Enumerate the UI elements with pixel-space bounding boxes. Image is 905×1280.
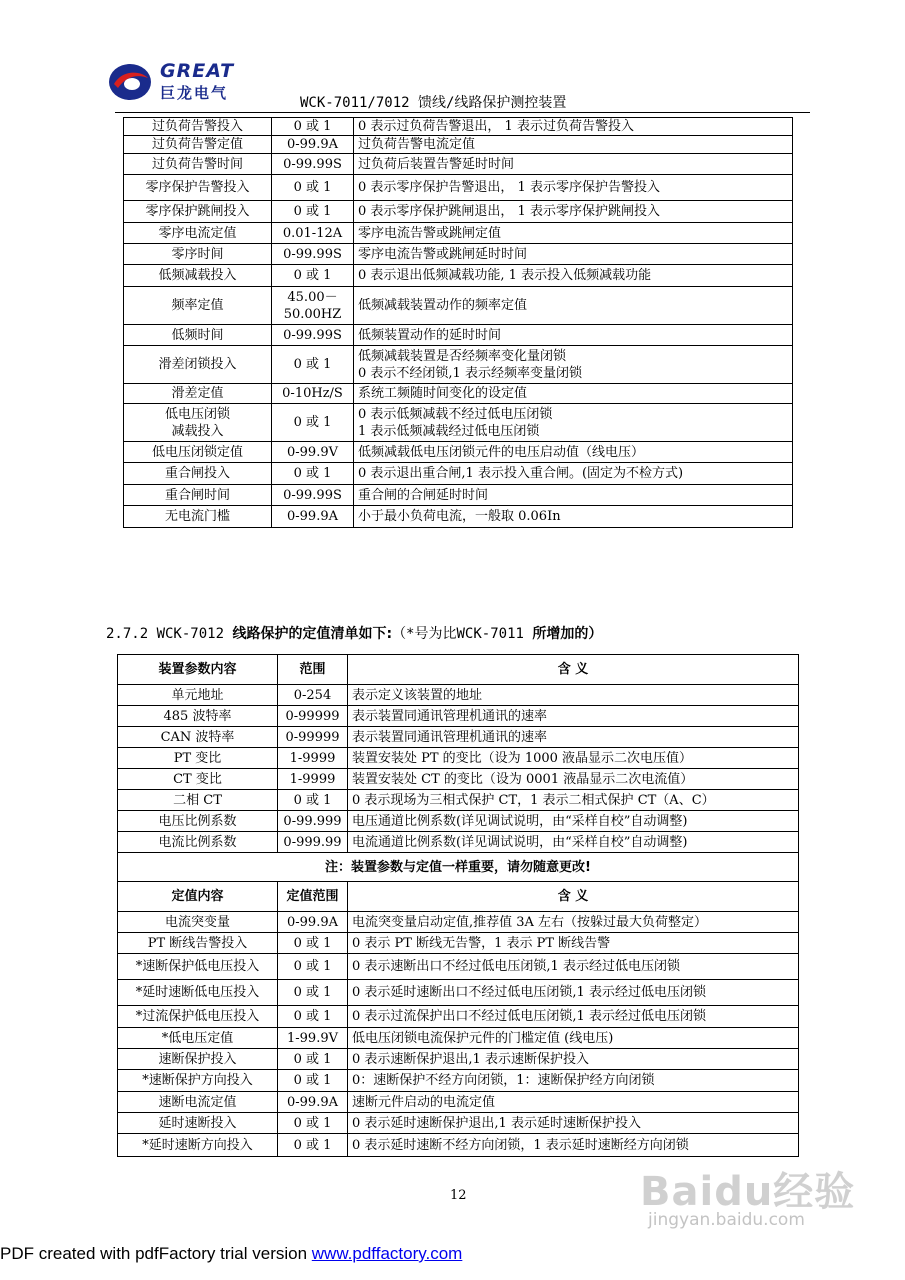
setting-desc: [348, 727, 799, 748]
setting-range-text: 0 或 1: [293, 935, 332, 951]
setting-name-text: 单元地址: [171, 687, 224, 703]
setting-range: [272, 175, 354, 201]
setting-name-text: 速断电流定值: [158, 1094, 237, 1110]
setting-name-text: 二相 CT: [173, 792, 222, 808]
table-row: [118, 912, 799, 933]
table-row: [118, 769, 799, 790]
setting-desc: [354, 265, 793, 287]
setting-range: [278, 1092, 348, 1113]
setting-range-text: 0-999.99: [283, 834, 342, 850]
setting-range-text: 0-99.99S: [283, 327, 342, 343]
header-divider: [115, 112, 810, 113]
setting-desc: [348, 933, 799, 954]
setting-range-text: 0-99999: [285, 729, 340, 745]
setting-desc-text: 装置安装处 PT 的变比（设为 1000 液晶显示二次电压值）: [352, 750, 693, 766]
setting-desc: [354, 175, 793, 201]
setting-desc: [354, 136, 793, 154]
setting-desc: [348, 1113, 799, 1134]
setting-range-text: 0 或 1: [293, 204, 332, 219]
setting-name-text: 低电压闭锁定值: [151, 444, 243, 460]
setting-desc-text: 含 义: [557, 889, 589, 904]
section-number: 2.7.2 WCK-7012: [106, 626, 225, 642]
setting-name: [124, 244, 272, 265]
setting-range-text: 45.00－50.00HZ: [283, 289, 342, 322]
setting-desc: [354, 442, 793, 463]
setting-name-text: CAN 波特率: [160, 729, 235, 745]
footer-link[interactable]: www.pdffactory.com: [311, 1244, 463, 1263]
table-header-row: [118, 882, 799, 912]
setting-desc-text: 0 表示零序保护跳闸退出， 1 表示零序保护跳闸投入: [358, 204, 660, 219]
setting-name: [118, 811, 278, 832]
setting-desc-text: 速断元件启动的电流定值: [352, 1094, 496, 1110]
setting-name-text: *速断保护低电压投入: [135, 959, 260, 974]
setting-desc: [348, 1070, 799, 1092]
setting-name-text: *延时速断低电压投入: [135, 985, 260, 1000]
setting-desc-text: 低电压闭锁电流保护元件的门槛定值 (线电压): [352, 1030, 614, 1046]
table-row: [124, 154, 793, 175]
table-header-row: [118, 655, 799, 685]
setting-name-text: 零序时间: [171, 246, 224, 262]
baidu-watermark: [640, 1160, 880, 1240]
table-row: [124, 287, 793, 325]
setting-range: [278, 1113, 348, 1134]
setting-range-text: 0 或 1: [293, 959, 332, 974]
setting-desc-text: 0 表示零序保护告警退出， 1 表示零序保护告警投入: [358, 180, 660, 195]
table-row: [124, 244, 793, 265]
setting-desc-text: 过负荷后装置告警延时时间: [358, 156, 515, 172]
setting-desc: [348, 1006, 799, 1028]
setting-desc: [354, 201, 793, 223]
table-row: [124, 201, 793, 223]
setting-name: [118, 1092, 278, 1113]
setting-name-text: 过负荷告警定值: [151, 137, 243, 152]
setting-name: [124, 175, 272, 201]
setting-name-text: PT 断线告警投入: [147, 935, 248, 951]
section-title: 线路保护的定值清单如下:: [232, 626, 393, 642]
setting-range: [278, 811, 348, 832]
setting-range: [272, 201, 354, 223]
setting-range: [272, 404, 354, 442]
footer-text: PDF created with pdfFactory trial version: [0, 1244, 312, 1263]
setting-desc: [354, 223, 793, 244]
setting-name-text: 低频时间: [171, 327, 224, 343]
setting-name: [124, 346, 272, 384]
setting-desc-text: 0 表示过流保护出口不经过低电压闭锁,1 表示经过低电压闭锁: [352, 1009, 706, 1024]
setting-range: [278, 790, 348, 811]
setting-range: [272, 442, 354, 463]
setting-desc: [348, 912, 799, 933]
setting-range: [278, 769, 348, 790]
setting-desc: [348, 1028, 799, 1049]
setting-desc-text: 0 表示速断出口不经过低电压闭锁,1 表示经过低电压闭锁: [352, 959, 680, 974]
table-note-row: [118, 853, 799, 882]
setting-name: [118, 1049, 278, 1070]
table-row: [118, 748, 799, 769]
setting-range: [272, 136, 354, 154]
setting-desc: [348, 1049, 799, 1070]
setting-range-text: 0-99.99S: [283, 487, 342, 503]
setting-desc-text-line2: 1 表示低频减载经过低电压闭锁: [358, 423, 540, 439]
setting-name: [118, 727, 278, 748]
setting-name-text: 零序保护跳闸投入: [145, 204, 250, 219]
setting-desc: [348, 811, 799, 832]
setting-desc: [354, 506, 793, 528]
setting-range: [278, 727, 348, 748]
setting-name-text: 零序电流定值: [158, 225, 237, 241]
table-row: [118, 933, 799, 954]
setting-range: [272, 506, 354, 528]
table-row: [124, 175, 793, 201]
setting-desc-text: 零序电流告警或跳闸定值: [358, 225, 502, 241]
table-row: [118, 706, 799, 727]
setting-name-text: 零序保护告警投入: [145, 180, 250, 195]
setting-desc-text: 表示定义该装置的地址: [352, 687, 483, 703]
setting-name-text: 电流突变量: [164, 914, 230, 930]
setting-name-text: 重合闸时间: [164, 487, 230, 503]
setting-desc-text: 表示装置同通讯管理机通讯的速率: [352, 708, 548, 724]
setting-name-text: 速断保护投入: [158, 1051, 237, 1067]
setting-name: [124, 223, 272, 244]
setting-range-text: 0-99.9A: [287, 1094, 338, 1110]
setting-desc: [354, 325, 793, 346]
setting-name-text: 滑差闭锁投入: [158, 357, 237, 372]
setting-name: [124, 287, 272, 325]
company-logo: [108, 58, 238, 108]
setting-desc-text: 系统工频随时间变化的设定值: [358, 386, 528, 401]
setting-desc-text: 0 表示过负荷告警退出， 1 表示过负荷告警投入: [358, 119, 634, 134]
setting-desc: [354, 118, 793, 136]
setting-name: [118, 790, 278, 811]
setting-name: [124, 325, 272, 346]
setting-desc-text: 0 表示 PT 断线无告警，1 表示 PT 断线告警: [352, 935, 611, 951]
setting-name: [124, 154, 272, 175]
logo-swirl-icon: [108, 62, 152, 102]
setting-range-text: 0 或 1: [293, 119, 332, 134]
setting-range: [278, 1134, 348, 1157]
setting-range: [278, 1049, 348, 1070]
setting-desc: [354, 404, 793, 442]
setting-desc-text: 零序电流告警或跳闸延时时间: [358, 246, 528, 262]
setting-name: [124, 463, 272, 485]
setting-name: [118, 832, 278, 853]
setting-name: [118, 685, 278, 706]
setting-name-text: 低电压闭锁: [164, 406, 230, 422]
setting-name: [118, 1028, 278, 1049]
setting-name: [118, 1113, 278, 1134]
setting-range-text: 0 或 1: [293, 1009, 332, 1024]
setting-range-text: 0 或 1: [293, 1073, 332, 1088]
setting-range: [272, 287, 354, 325]
setting-desc-text: 0 表示低频减载不经过低电压闭锁: [358, 406, 553, 422]
setting-range: [272, 265, 354, 287]
setting-desc: [348, 706, 799, 727]
setting-range: [272, 325, 354, 346]
setting-range-text: 0-99.999: [283, 813, 342, 829]
setting-range: [272, 463, 354, 485]
setting-range-text: 1-9999: [289, 750, 336, 766]
setting-name-text: 过负荷告警时间: [151, 156, 243, 172]
setting-range-text: 0-99.9A: [287, 509, 338, 524]
setting-range-text: 0 或 1: [293, 1137, 332, 1153]
setting-range-text: 0 或 1: [293, 268, 332, 283]
setting-name-text: 电流比例系数: [158, 834, 237, 850]
setting-desc: [348, 832, 799, 853]
setting-range-text: 0-99.99S: [283, 246, 342, 262]
table-row: [124, 118, 793, 136]
pdf-footer: [0, 1244, 462, 1264]
setting-name-text: 过负荷告警投入: [151, 119, 243, 134]
section-note-model: WCK-7011: [456, 626, 524, 642]
setting-desc-text: 表示装置同通讯管理机通讯的速率: [352, 729, 548, 745]
page-header-title: WCK-7011/7012 馈线/线路保护测控装置: [300, 95, 567, 111]
table-row: [124, 463, 793, 485]
setting-range: [272, 346, 354, 384]
setting-desc: [348, 882, 799, 912]
setting-range-text: 0 或 1: [293, 180, 332, 195]
setting-range-text: 0-254: [293, 687, 332, 703]
setting-range-text: 0 或 1: [293, 1051, 332, 1067]
table-row: [124, 223, 793, 244]
table-row: [124, 136, 793, 154]
table-row: [118, 811, 799, 832]
setting-range-text: 0 或 1: [293, 1115, 332, 1131]
setting-name-text: 频率定值: [171, 298, 224, 313]
setting-name: [124, 404, 272, 442]
setting-range: [278, 1006, 348, 1028]
setting-range: [278, 832, 348, 853]
setting-range-text: 1-99.9V: [287, 1030, 338, 1046]
table-row: [124, 384, 793, 404]
setting-desc: [354, 287, 793, 325]
setting-desc-text-line2: 0 表示不经闭锁,1 表示经频率变量闭锁: [358, 365, 582, 381]
setting-desc-text: 低频装置动作的延时时间: [358, 327, 502, 343]
setting-desc-text: 0 表示延时速断出口不经过低电压闭锁,1 表示经过低电压闭锁: [352, 985, 706, 1000]
table-row: [118, 1028, 799, 1049]
setting-name-text: 无电流门槛: [164, 509, 230, 524]
setting-desc-text: 装置安装处 CT 的变比（设为 0001 液晶显示二次电流值）: [352, 771, 694, 787]
setting-range: [272, 118, 354, 136]
logo-text-en: GREAT: [160, 60, 235, 82]
setting-range: [278, 954, 348, 980]
setting-range-text: 0-10Hz/S: [282, 386, 343, 401]
setting-name: [118, 882, 278, 912]
setting-range: [278, 933, 348, 954]
settings-table-7012: [117, 654, 799, 1157]
setting-desc: [348, 1092, 799, 1113]
setting-name-text: 电压比例系数: [158, 813, 237, 829]
setting-name: [124, 384, 272, 404]
setting-desc-text: 0：速断保护不经方向闭锁，1：速断保护经方向闭锁: [352, 1073, 655, 1088]
setting-name: [124, 136, 272, 154]
setting-desc: [348, 655, 799, 685]
setting-name-text: *速断保护方向投入: [142, 1073, 253, 1088]
table-row: [124, 506, 793, 528]
setting-range: [272, 384, 354, 404]
setting-desc-text: 0 表示延时速断不经方向闭锁，1 表示延时速断经方向闭锁: [352, 1137, 689, 1153]
setting-name: [118, 933, 278, 954]
setting-desc: [354, 346, 793, 384]
setting-desc-text: 0 表示退出低频减载功能, 1 表示投入低频减载功能: [358, 268, 652, 283]
setting-desc-text: 小于最小负荷电流，一般取 0.06In: [358, 509, 561, 524]
setting-name-text: 滑差定值: [171, 386, 224, 401]
setting-name: [118, 1006, 278, 1028]
setting-desc: [348, 980, 799, 1006]
setting-desc-text: 电流突变量启动定值,推荐值 3A 左右（按躲过最大负荷整定）: [352, 914, 708, 930]
table-row: [118, 954, 799, 980]
setting-range-text: 0 或 1: [293, 792, 332, 808]
table-row: [118, 1070, 799, 1092]
table-row: [118, 790, 799, 811]
setting-desc: [348, 769, 799, 790]
setting-range-text: 定值范围: [286, 889, 339, 904]
logo-text-cn: 巨龙电气: [160, 84, 229, 102]
setting-name: [118, 1070, 278, 1092]
setting-range: [278, 980, 348, 1006]
setting-range-text: 0 或 1: [293, 466, 332, 481]
table-row: [118, 727, 799, 748]
table-note: 注：装置参数与定值一样重要，请勿随意更改!: [118, 853, 799, 882]
setting-desc: [354, 463, 793, 485]
setting-desc-text: 0 表示速断保护退出,1 表示速断保护投入: [352, 1051, 589, 1067]
setting-desc-text: 低频减载装置是否经频率变化量闭锁: [358, 348, 567, 364]
setting-range: [278, 685, 348, 706]
setting-desc-text: 含 义: [557, 662, 589, 677]
settings-table-continued: [123, 117, 793, 528]
setting-desc-text: 0 表示退出重合闸,1 表示投入重合闸。(固定为不检方式): [358, 466, 684, 481]
section-note-suffix: 所增加的）: [532, 626, 603, 642]
setting-name: [118, 912, 278, 933]
table-row: [124, 442, 793, 463]
setting-name: [118, 980, 278, 1006]
setting-range: [278, 706, 348, 727]
table-row: [118, 1113, 799, 1134]
setting-name: [124, 485, 272, 506]
setting-name: [124, 265, 272, 287]
setting-name: [118, 954, 278, 980]
setting-name-text: CT 变比: [173, 771, 222, 787]
setting-name-text: 装置参数内容: [158, 662, 237, 677]
setting-desc-text: 过负荷告警电流定值: [358, 137, 476, 152]
setting-name: [118, 706, 278, 727]
setting-desc: [354, 485, 793, 506]
setting-range-text: 0-99.99S: [283, 156, 342, 172]
setting-range: [272, 244, 354, 265]
setting-name: [124, 118, 272, 136]
setting-name: [118, 655, 278, 685]
setting-desc: [348, 1134, 799, 1157]
setting-name-text: 定值内容: [171, 889, 224, 904]
setting-range-text: 0-99.9V: [287, 444, 338, 460]
setting-desc-text: 低频减载装置动作的频率定值: [358, 298, 528, 313]
setting-range: [272, 154, 354, 175]
setting-name-text: *延时速断方向投入: [142, 1137, 253, 1153]
setting-desc-text: 0 表示延时速断保护退出,1 表示延时速断保护投入: [352, 1115, 641, 1131]
setting-range-text: 0 或 1: [293, 415, 332, 430]
setting-range-text: 0 或 1: [293, 357, 332, 372]
setting-range-text: 范围: [299, 662, 326, 677]
setting-desc: [354, 154, 793, 175]
setting-range: [278, 1070, 348, 1092]
setting-name-text: 重合闸投入: [164, 466, 230, 481]
setting-name-text: 延时速断投入: [158, 1115, 237, 1131]
table-row: [124, 346, 793, 384]
table-row: [118, 980, 799, 1006]
setting-desc: [354, 244, 793, 265]
setting-desc-text: 电流通道比例系数(详见调试说明，由“采样自校”自动调整): [352, 834, 688, 850]
setting-range: [278, 912, 348, 933]
setting-name: [124, 201, 272, 223]
setting-range-text: 0.01-12A: [282, 225, 343, 241]
setting-range-text: 1-9999: [289, 771, 336, 787]
setting-desc-text: 电压通道比例系数(详见调试说明，由“采样自校”自动调整): [352, 813, 688, 829]
setting-name-text: PT 变比: [173, 750, 222, 766]
table-row: [124, 325, 793, 346]
table-row: [124, 265, 793, 287]
setting-range: [278, 1028, 348, 1049]
setting-name: [124, 506, 272, 528]
setting-desc: [348, 790, 799, 811]
setting-range-text: 0-99999: [285, 708, 340, 724]
section-note-prefix: （*号为比: [392, 626, 457, 642]
setting-range: [272, 485, 354, 506]
table-row: [118, 1006, 799, 1028]
setting-range-text: 0-99.9A: [287, 137, 338, 152]
setting-range: [278, 655, 348, 685]
setting-desc: [348, 685, 799, 706]
page-number: 12: [450, 1188, 467, 1203]
watermark-main-text: Baidu经验: [640, 1169, 856, 1215]
setting-desc-text: 重合闸的合闸延时时间: [358, 487, 489, 503]
table-row: [118, 685, 799, 706]
table-row: [118, 1049, 799, 1070]
setting-name-text: *低电压定值: [161, 1030, 234, 1046]
setting-name-text: *过流保护低电压投入: [135, 1009, 260, 1024]
setting-range: [272, 223, 354, 244]
table-row: [124, 404, 793, 442]
setting-range-text: 0 或 1: [293, 985, 332, 1000]
setting-desc: [348, 748, 799, 769]
table-row: [118, 1134, 799, 1157]
table-row: [118, 1092, 799, 1113]
setting-name: [118, 769, 278, 790]
setting-range: [278, 748, 348, 769]
setting-range: [278, 882, 348, 912]
setting-desc-text: 低频减载低电压闭锁元件的电压启动值（线电压）: [358, 444, 645, 460]
watermark-sub-text: jingyan.baidu.com: [648, 1210, 805, 1230]
setting-name-text: 低频减载投入: [158, 268, 237, 283]
setting-name-text: 485 波特率: [163, 708, 232, 724]
setting-desc: [354, 384, 793, 404]
table-row: [118, 832, 799, 853]
setting-name: [118, 1134, 278, 1157]
setting-desc: [348, 954, 799, 980]
setting-desc-text: 0 表示现场为三相式保护 CT，1 表示二相式保护 CT（A、C）: [352, 792, 715, 808]
section-heading: [106, 623, 602, 643]
setting-name-text-line2: 减载投入: [171, 423, 224, 439]
setting-range-text: 0-99.9A: [287, 914, 338, 930]
setting-name: [124, 442, 272, 463]
table-row: [124, 485, 793, 506]
setting-name: [118, 748, 278, 769]
